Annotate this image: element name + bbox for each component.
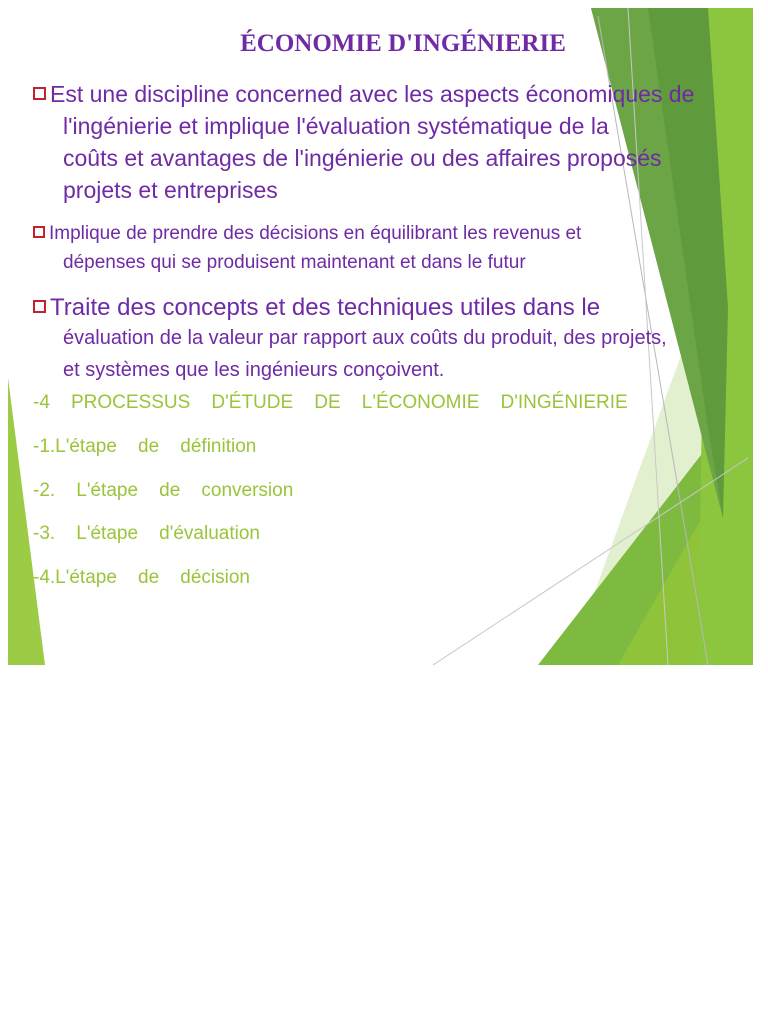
bullet-1-line-2: l'ingénierie et implique l'évaluation systématique de la — [63, 113, 609, 139]
bullet-2 — [33, 219, 581, 277]
bullet-3 — [33, 292, 600, 324]
process-step-3: -3. L'étape d'évaluation — [33, 523, 260, 544]
bullet-3-continuation — [63, 322, 667, 386]
bullet-3-line-1: Traite des concepts et des techniques utiles dans le — [33, 292, 600, 324]
process-step-2: -2. L'étape de conversion — [33, 480, 294, 501]
slide-title: ÉCONOMIE D'INGÉNIERIE — [240, 30, 566, 57]
process-step-1: -1.L'étape de définition — [33, 436, 257, 457]
left-green-triangle — [8, 378, 45, 665]
bullet-1-line-3: coûts et avantages de l'ingénierie ou des affaires proposés — [63, 145, 662, 171]
checkbox-bullet-icon — [33, 300, 46, 313]
slide — [8, 8, 753, 665]
checkbox-bullet-icon — [33, 226, 45, 238]
checkbox-bullet-icon — [33, 87, 46, 100]
bullet-1 — [33, 78, 694, 206]
process-heading: -4 PROCESSUS D'ÉTUDE DE L'ÉCONOMIE D'INGÉNIERIE — [33, 392, 628, 413]
bullet-3-line-3: et systèmes que les ingénieurs conçoivent. — [63, 359, 445, 381]
bullet-1-line-4: projets et entreprises — [63, 177, 278, 203]
bullet-3-line-2: évaluation de la valeur par rapport aux coûts du produit, des projets, — [63, 327, 667, 349]
process-step-4: -4.L'étape de décision — [33, 567, 250, 588]
bullet-1-line-1: Est une discipline concerned avec les aspects économiques de — [33, 78, 694, 110]
bullet-2-line-2: dépenses qui se produisent maintenant et dans le futur — [63, 252, 526, 273]
bullet-2-line-1: Implique de prendre des décisions en équilibrant les revenus et — [33, 219, 581, 248]
